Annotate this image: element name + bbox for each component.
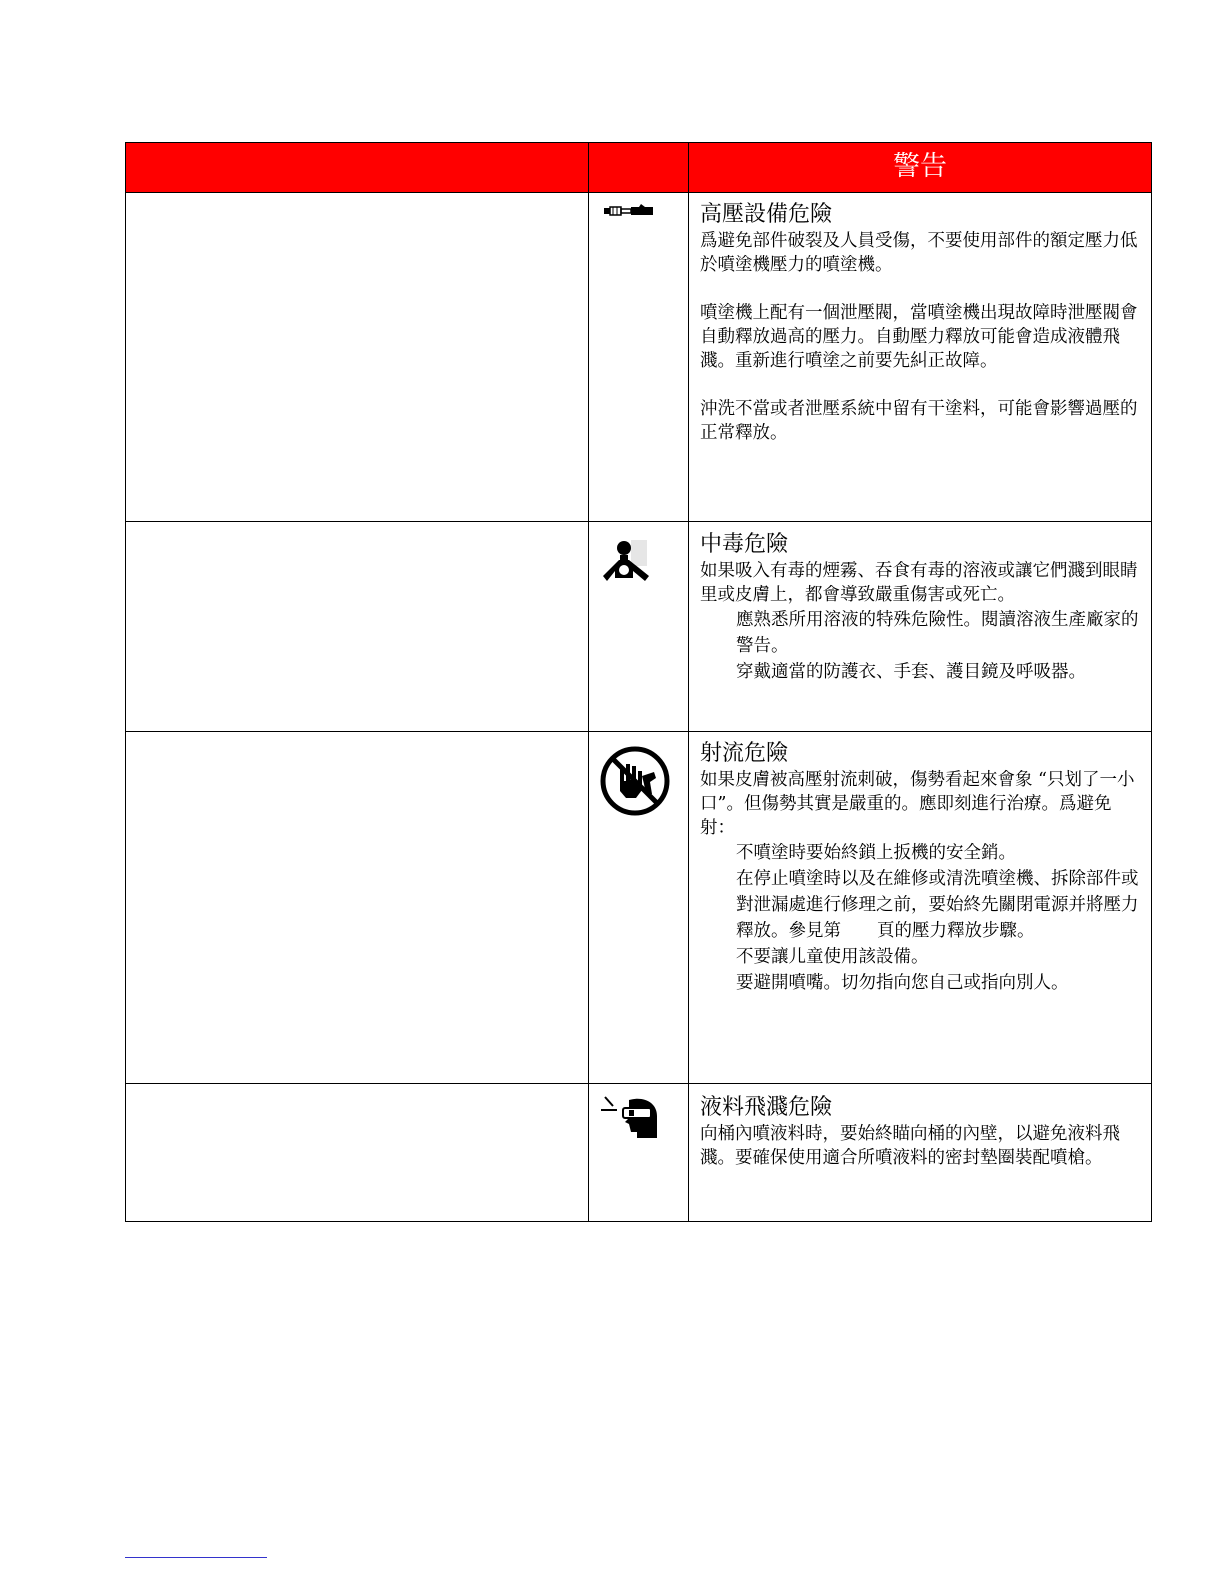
list-item: 應熟悉所用溶液的特殊危險性。閱讀溶液生產廠家的警告。 (736, 610, 1139, 656)
list-item: 在停止噴塗時以及在維修或清洗噴塗機、拆除部件或對泄漏處進行修理之前，要始終先關閉電源并將壓力釋放。參見第 頁的壓力釋放步驟。 (736, 869, 1139, 941)
paragraph: 如果吸入有毒的煙霧、吞食有毒的溶液或讓它們濺到眼睛里或皮膚上，都會導致嚴重傷害或死亡。 (700, 561, 1138, 605)
paragraph: 向桶內噴液料時，要始終瞄向桶的內壁，以避免液料飛濺。要確保使用適合所噴液料的密封墊圈裝配噴槍。 (700, 1124, 1120, 1168)
section-title: 液料飛濺危險 (700, 1095, 833, 1120)
paragraph: 噴塗機上配有一個泄壓閥，當噴塗機出現故障時泄壓閥會自動釋放過高的壓力。自動壓力釋放可能會造成液體飛濺。重新進行噴塗之前要先糾正故障。 (700, 303, 1138, 371)
warning-table (125, 142, 1152, 1222)
column-divider (588, 143, 589, 1221)
list-item: 穿戴適當的防護衣、手套、護目鏡及呼吸器。 (736, 662, 1086, 682)
row-divider (126, 731, 1151, 732)
header-title: 警告 (893, 151, 947, 182)
paragraph: 如果皮膚被高壓射流刺破，傷勢看起來會象 “只划了一小口”。但傷勢其實是嚴重的。應即刻進行治療。爲避免射： (700, 770, 1135, 838)
paragraph: 沖洗不當或者泄壓系統中留有干塗料，可能會影響過壓的正常釋放。 (700, 399, 1138, 443)
section-title: 高壓設備危險 (700, 202, 833, 227)
section-title: 射流危險 (700, 741, 789, 766)
section-title: 中毒危險 (700, 532, 789, 557)
column-divider (688, 143, 689, 1221)
row-divider (126, 1083, 1151, 1084)
section-toxic (700, 531, 1145, 685)
table-header (126, 143, 1151, 193)
toxic-fumes-icon (601, 536, 653, 586)
row-divider (126, 521, 1151, 522)
eye-protection-icon (599, 1094, 659, 1140)
section-pressure (700, 201, 1145, 445)
pressure-relief-icon (603, 203, 655, 219)
list-item: 要避開噴嘴。切勿指向您自己或指向別人。 (736, 973, 1069, 993)
list-item: 不噴塗時要始終鎖上扳機的安全銷。 (736, 843, 1016, 863)
no-hand-injection-icon (600, 746, 670, 816)
section-splash (700, 1094, 1145, 1170)
list-item: 不要讓儿童使用該設備。 (736, 947, 929, 967)
footer-link-underline (125, 1557, 267, 1558)
paragraph: 爲避免部件破裂及人員受傷，不要使用部件的額定壓力低於噴塗機壓力的噴塗機。 (700, 231, 1138, 275)
section-injection (700, 740, 1145, 996)
